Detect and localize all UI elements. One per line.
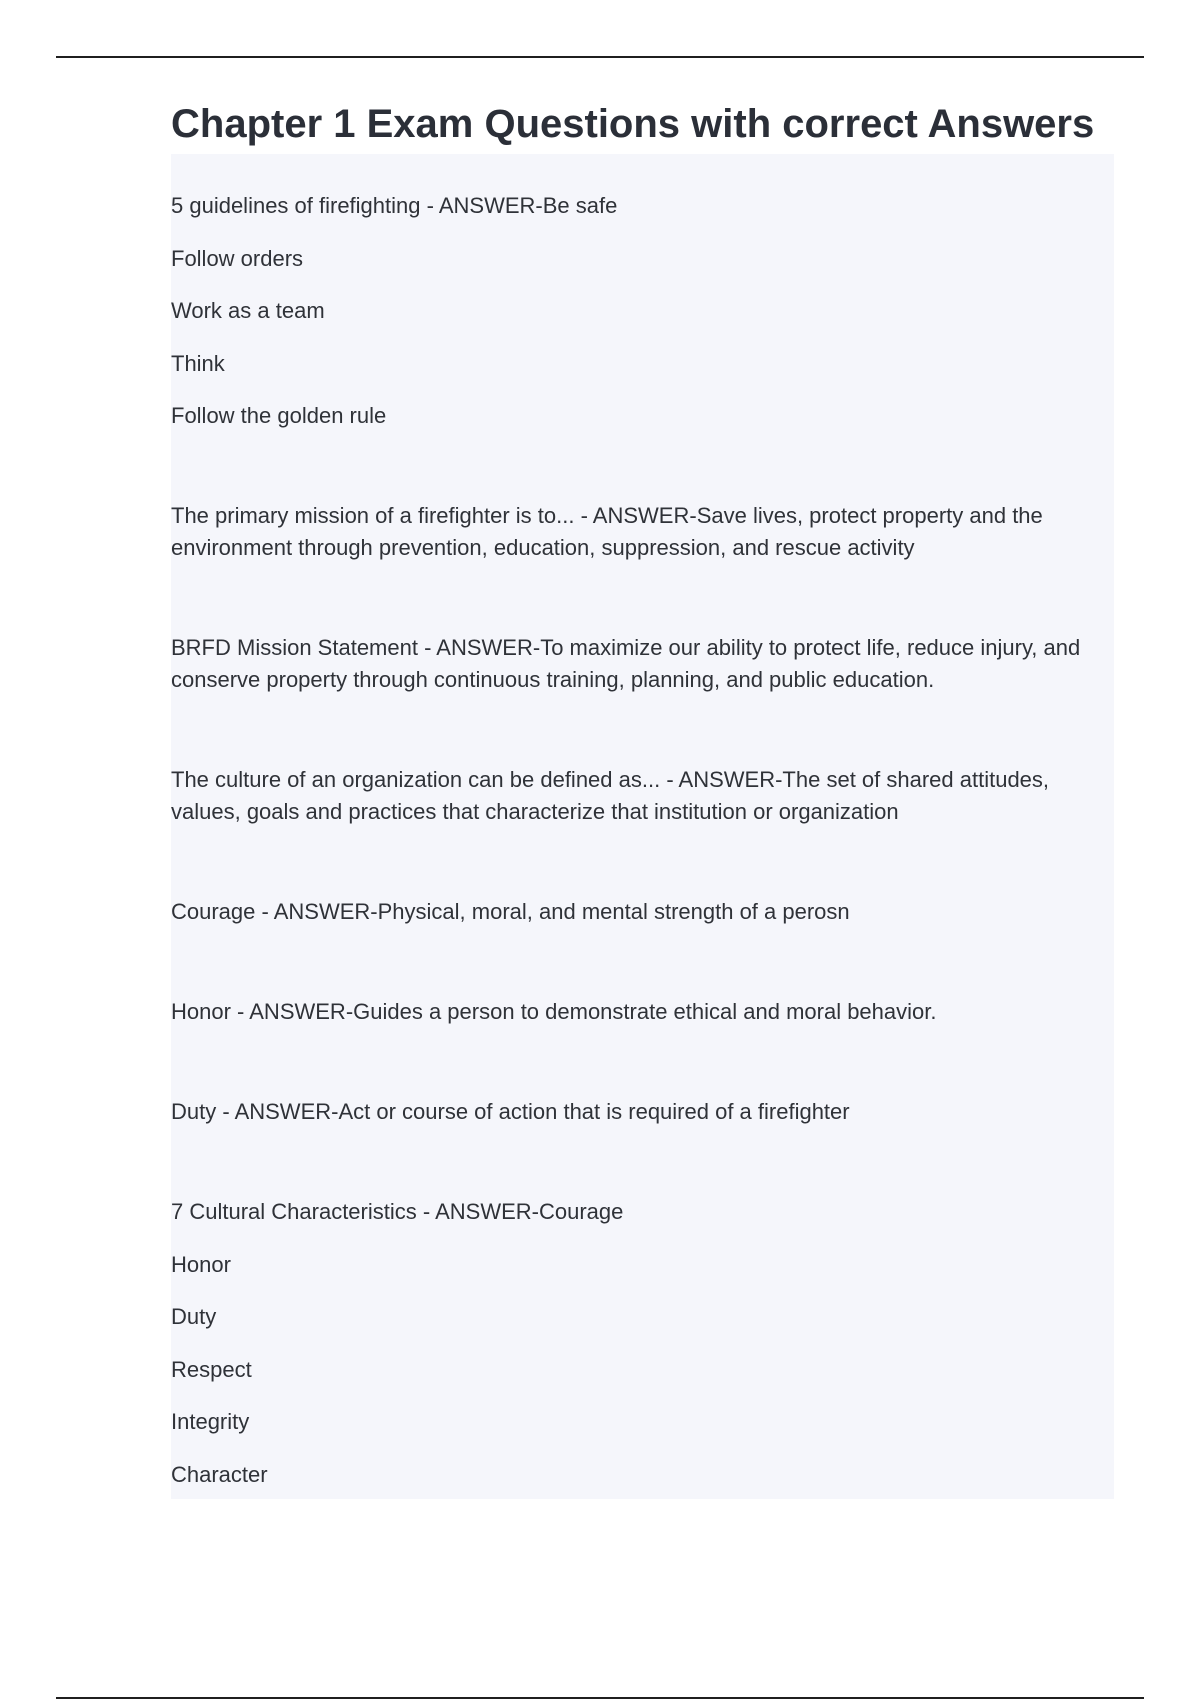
qa-entry-honor: [171, 996, 1114, 1028]
qa-line: Duty: [171, 1304, 217, 1329]
qa-entry-culture: [171, 764, 1114, 828]
qa-text: Duty - ANSWER-Act or course of action that is required of a firefighter: [171, 1099, 850, 1124]
qa-text: Courage - ANSWER-Physical, moral, and mental strength of a perosn: [171, 899, 850, 924]
qa-line: 5 guidelines of firefighting - ANSWER-Be safe: [171, 193, 618, 218]
qa-entry-mission-statement: [171, 632, 1114, 696]
qa-text: The culture of an organization can be defined as... - ANSWER-The set of shared attitudes, values, goals and practices that characterize that institution or organization: [171, 767, 1050, 824]
qa-line: Honor: [171, 1251, 231, 1277]
qa-line: Work as a team: [171, 298, 325, 323]
qa-list: [171, 154, 1114, 1499]
qa-entry-courage: [171, 896, 1114, 928]
qa-line: Character: [171, 1461, 268, 1487]
qa-entry-cultural-characteristics: [171, 1196, 1114, 1491]
qa-line: Follow the golden rule: [171, 403, 387, 428]
document-title: Chapter 1 Exam Questions with correct Answers: [171, 102, 1095, 146]
qa-entry-duty: [171, 1096, 1114, 1128]
qa-entry-guidelines: [171, 190, 1114, 432]
qa-line: Integrity: [171, 1409, 250, 1434]
qa-line: Think: [171, 350, 225, 376]
qa-text: Honor - ANSWER-Guides a person to demonstrate ethical and moral behavior.: [171, 999, 937, 1024]
qa-entry-primary-mission: [171, 500, 1114, 564]
footer-rule: [56, 1697, 1144, 1699]
qa-line: Follow orders: [171, 245, 304, 271]
qa-text: The primary mission of a firefighter is to... - ANSWER-Save lives, protect property and the environment through prevention, education, suppression, and rescue activity: [171, 503, 1043, 560]
header-rule: [56, 56, 1144, 58]
document-content: [171, 94, 1121, 1499]
qa-text: BRFD Mission Statement - ANSWER-To maximize our ability to protect life, reduce injury, and conserve property through continuous training, planning, and public education.: [171, 635, 1081, 692]
qa-line: Respect: [171, 1356, 252, 1382]
qa-line: 7 Cultural Characteristics - ANSWER-Courage: [171, 1199, 624, 1224]
